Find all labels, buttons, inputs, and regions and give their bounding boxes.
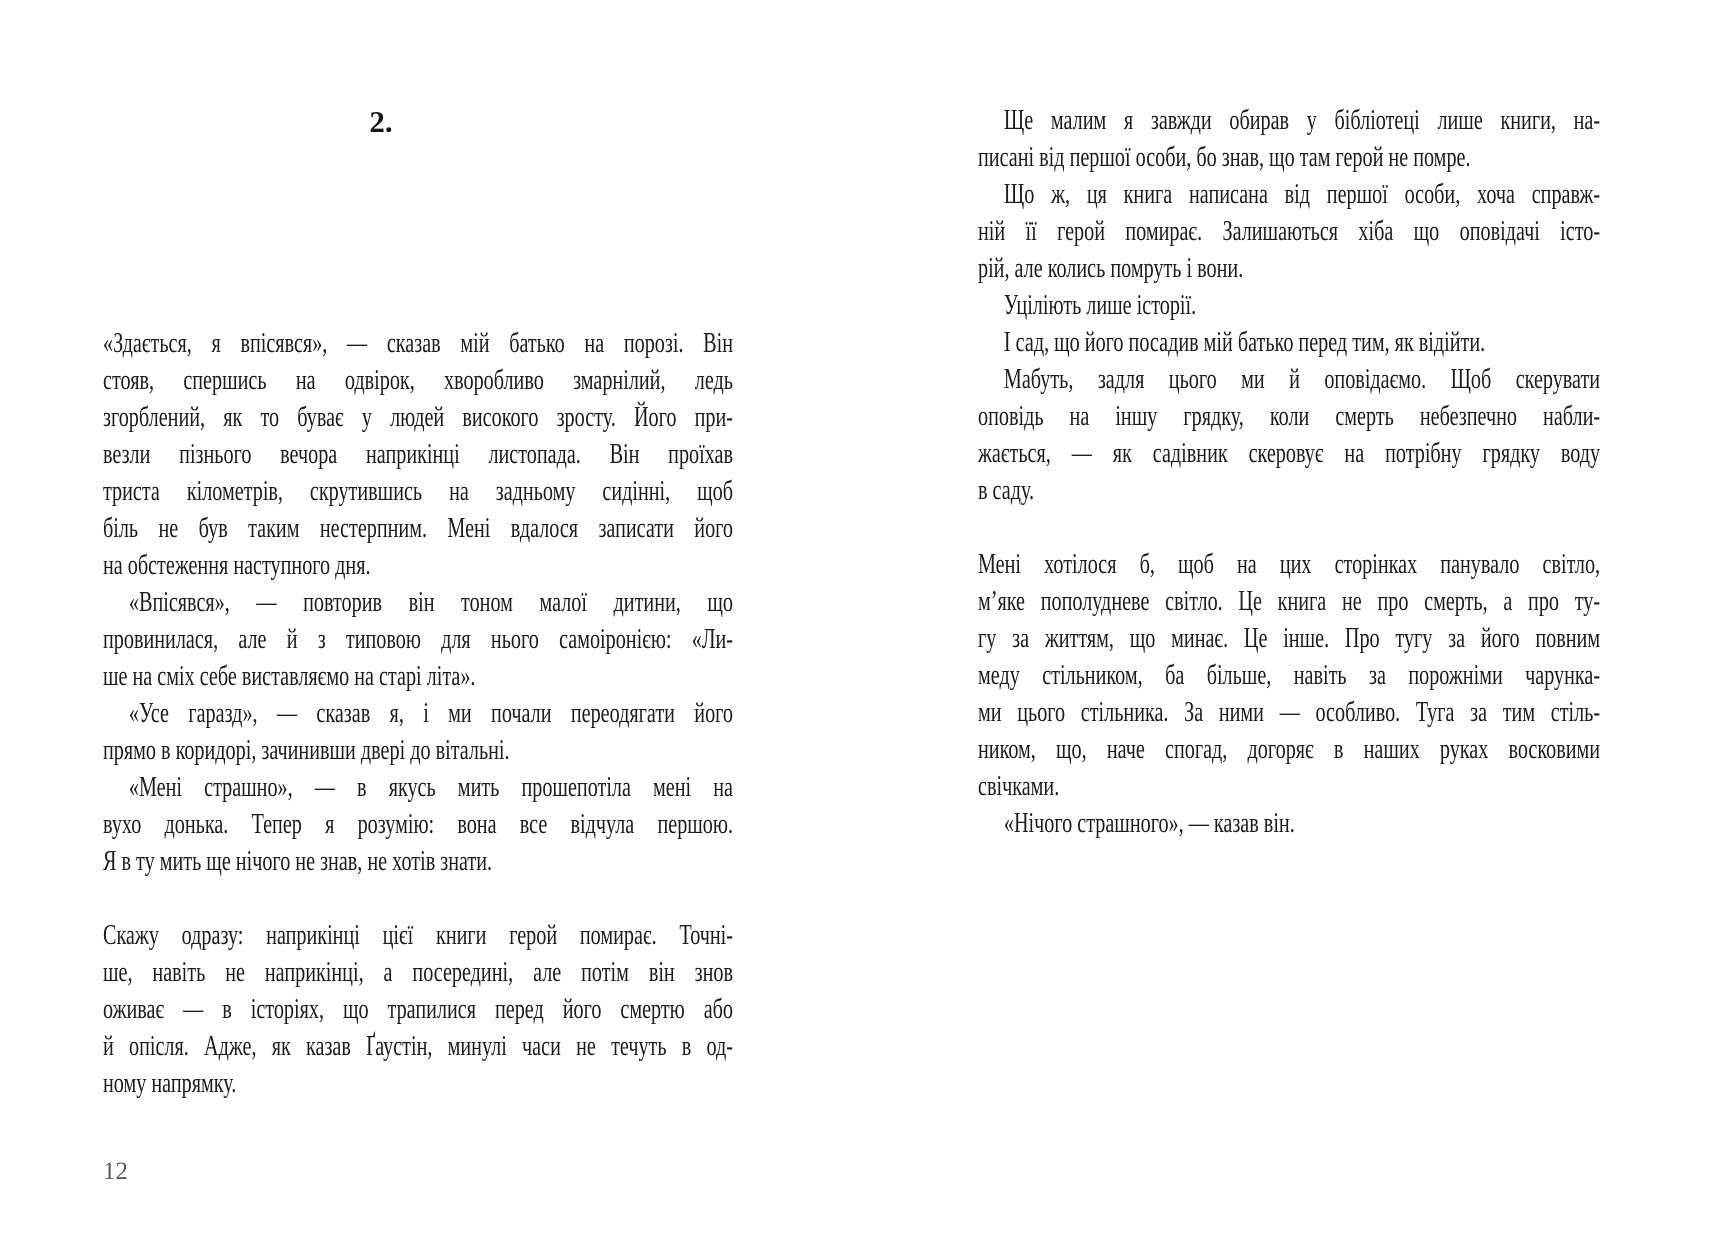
text-line: й опісля. Адже, як казав Ґаустін, минулі часи не течуть в од- — [103, 1031, 733, 1062]
text-line: Мені хотілося б, щоб на цих сторінках панувало світло, — [978, 549, 1601, 580]
text-line: Уціліють лише історії. — [1003, 290, 1197, 321]
text-line: біль не був таким нестерпним. Мені вдалося записати його — [103, 513, 733, 544]
text-line: ником, що, наче спогад, догоряє в наших руках восковими — [978, 734, 1601, 765]
text-line: жається, — як садівник скеровує на потрібну грядку воду — [978, 438, 1601, 469]
text-line: гу за життям, що минає. Це інше. Про тугу за його повним — [978, 623, 1601, 654]
text-line: «Нічого страшного», — казав він. — [1003, 808, 1295, 839]
text-line: на обстеження наступного дня. — [103, 550, 371, 581]
text-line: «Мені страшно», — в якусь мить прошепотіла мені на — [128, 772, 734, 803]
text-line: вухо донька. Тепер я розумію: вона все відчула першою. — [103, 809, 733, 840]
text-line: «Усе гаразд», — сказав я, і ми почали переодягати його — [128, 698, 734, 729]
text-line: Мабуть, задля цього ми й оповідаємо. Щоб скерувати — [1003, 364, 1601, 395]
text-line: прямо в коридорі, зачинивши двері до вітальні. — [103, 735, 510, 766]
text-line: везли пізнього вечора наприкінці листопада. Він проїхав — [103, 439, 733, 470]
text-line: стояв, спершись на одвірок, хворобливо змарнілий, ледь — [103, 365, 733, 396]
text-line: триста кілометрів, скрутившись на задньому сидінні, щоб — [103, 476, 733, 507]
text-line: ше на сміх себе виставляємо на старі літа». — [103, 661, 476, 692]
text-line: ми цього стільника. За ними — особливо. Туга за тим стіль- — [978, 697, 1601, 728]
text-line: згорблений, як то буває у людей високого зросту. Його при- — [103, 402, 733, 433]
text-line: ній її герой помирає. Залишаються хіба що оповідачі істо- — [978, 216, 1601, 247]
page-number: 12 — [103, 1158, 128, 1185]
text-line: в саду. — [978, 475, 1035, 506]
text-line: Я в ту мить ще нічого не знав, не хотів знати. — [103, 846, 493, 877]
text-line: свічками. — [978, 771, 1060, 802]
text-line: рій, але колись помруть і вони. — [978, 253, 1244, 284]
text-line: Що ж, ця книга написана від першої особи, хоча справж- — [1003, 179, 1601, 210]
text-line: Скажу одразу: наприкінці цієї книги герой помирає. Точні- — [103, 920, 733, 951]
text-line: м’яке пополудневе світло. Це книга не про смерть, а про ту- — [978, 586, 1601, 617]
text-line: оповідь на іншу грядку, коли смерть небезпечно набли- — [978, 401, 1601, 432]
chapter-heading: 2. — [369, 104, 393, 139]
text-line: І сад, що його посадив мій батько перед тим, як відійти. — [1003, 327, 1486, 358]
text-line: меду стільником, ба більше, навіть за порожніми чарунка- — [978, 660, 1601, 691]
text-line: ному напрямку. — [103, 1068, 237, 1099]
left-page-text-column — [103, 325, 733, 1102]
right-page-text-column — [978, 102, 1600, 842]
text-line: писані від першої особи, бо знав, що там герой не помре. — [978, 142, 1471, 173]
text-line: «Впісявся», — повторив він тоном малої дитини, що — [128, 587, 734, 618]
text-line: провинилася, але й з типовою для нього самоіронією: «Ли- — [103, 624, 733, 655]
text-line: оживає — в історіях, що трапилися перед його смертю або — [103, 994, 733, 1025]
text-line: «Здається, я впісявся», — сказав мій батько на порозі. Він — [103, 328, 733, 359]
text-line: ше, навіть не наприкінці, а посередині, але потім він знов — [103, 957, 733, 988]
text-line: Ще малим я завжди обирав у бібліотеці лише книги, на- — [1003, 105, 1601, 136]
